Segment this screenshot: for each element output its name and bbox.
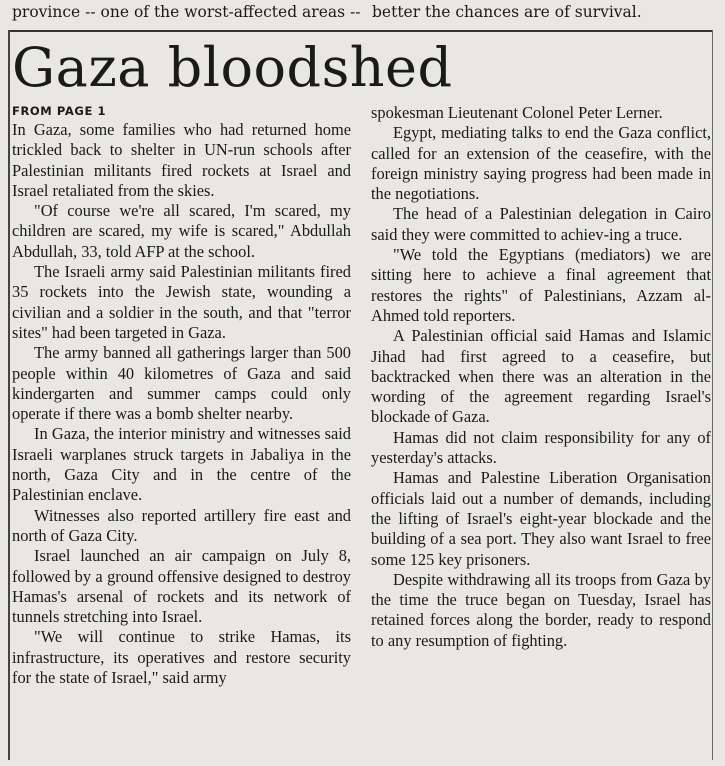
article-column-2 xyxy=(371,103,711,651)
paragraph: spokesman Lieutenant Colonel Peter Lerner. xyxy=(371,103,663,122)
paragraph: The head of a Palestinian delegation in Cairo said they were committed to achiev-ing a truce. xyxy=(371,204,711,244)
previous-article-text-right: better the chances are of survival. xyxy=(372,3,642,21)
paragraph: The Israeli army said Palestinian militants fired 35 rockets into the Jewish state, wounding a civilian and a soldier in the south, and that "terror sites" had been targeted in Gaza. xyxy=(12,262,351,342)
paragraph: "We will continue to strike Hamas, its infrastructure, its operatives and restore security for the state of Israel," said army xyxy=(12,627,351,688)
paragraph: In Gaza, the interior ministry and witnesses said Israeli warplanes struck targets in Jabaliya in the north, Gaza City and in the centre of the Palestinian enclave. xyxy=(12,424,351,505)
continuation-kicker: FROM PAGE 1 xyxy=(12,104,107,118)
paragraph: Hamas and Palestine Liberation Organisation officials laid out a number of demands, including the lifting of Israel's eight-year blockade and the building of a sea port. They also want Israel to free some 125 key prisoners. xyxy=(371,468,711,569)
paragraph: "Of course we're all scared, I'm scared, my children are scared, my wife is scared," Abdullah Abdullah, 33, told AFP at the school. xyxy=(12,201,351,261)
paragraph: "We told the Egyptians (mediators) we are sitting here to achieve a final agreement that restores the rights" of Palestinians, Azzam al-Ahmed told reporters. xyxy=(371,245,711,325)
paragraph: Egypt, mediating talks to end the Gaza conflict, called for an extension of the ceasefire, with the foreign ministry saying progress had been made in the negotiations. xyxy=(371,123,711,204)
paragraph: Despite withdrawing all its troops from Gaza by the time the truce began on Tuesday, Israel has retained forces along the border, ready to respond to any resumption of fighting. xyxy=(371,569,711,650)
right-border xyxy=(712,30,713,760)
headline: Gaza bloodshed xyxy=(12,36,453,99)
previous-article-tail xyxy=(0,0,725,26)
paragraph: Israel launched an air campaign on July 8, followed by a ground offensive designed to destroy Hamas's arsenal of rockets and its network of tunnels stretching into Israel. xyxy=(12,546,351,627)
paragraph: Witnesses also reported artillery fire east and north of Gaza City. xyxy=(12,505,351,545)
paragraph: Hamas did not claim responsibility for any of yesterday's attacks. xyxy=(371,427,711,468)
paragraph: The army banned all gatherings larger than 500 people within 40 kilometres of Gaza and said kindergarten and summer camps could only operate if there was a bomb shelter nearby. xyxy=(12,343,351,424)
previous-article-text-left: province -- one of the worst-affected areas -- xyxy=(12,3,361,21)
top-rule xyxy=(8,30,713,32)
article-column-1 xyxy=(12,103,351,688)
paragraph: In Gaza, some families who had returned home trickled back to shelter in UN-run schools after Palestinian militants fired rockets at Israel and Israel retaliated from the skies. xyxy=(12,120,351,200)
left-border xyxy=(8,30,10,760)
paragraph: A Palestinian official said Hamas and Islamic Jihad had first agreed to a ceasefire, but backtracked when there was an alteration in the wording of the agreement regarding Israel's blockade of Gaza. xyxy=(371,326,711,427)
